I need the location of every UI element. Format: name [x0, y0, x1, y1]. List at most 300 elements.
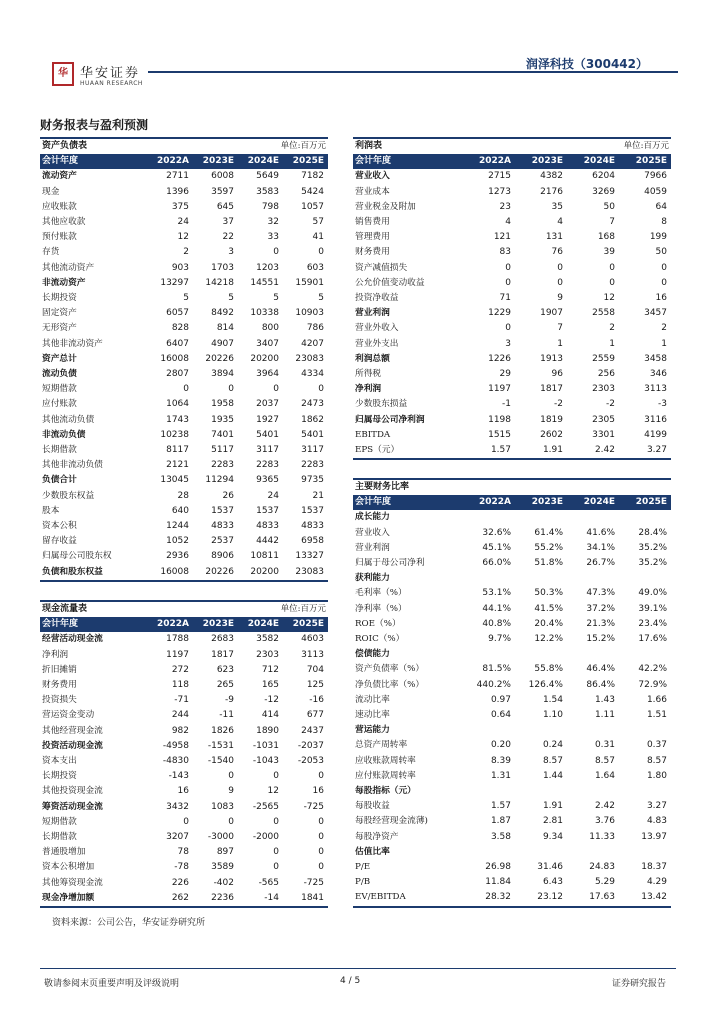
- cell-value: [463, 845, 515, 860]
- cell-value: 1537: [211, 505, 234, 516]
- cell-value: 1935: [211, 414, 234, 425]
- cell-value: 125: [306, 680, 324, 691]
- cell-value: 4207: [301, 338, 324, 349]
- row-label: 长期借款: [42, 832, 77, 843]
- table-row: [353, 799, 671, 814]
- table-row: [40, 830, 328, 845]
- table-row: [353, 541, 671, 556]
- cell-value: -2037: [297, 740, 324, 751]
- cell-value: 1537: [301, 505, 324, 516]
- cell-value: 40.8%: [482, 618, 511, 629]
- cell-value: 0: [183, 816, 189, 827]
- cell-value: 1703: [211, 262, 234, 273]
- row-label: 筹资活动现金流: [42, 801, 103, 812]
- cell-value: 1.11: [594, 710, 615, 721]
- cell-value: 96: [551, 369, 563, 380]
- column-header: 2023E: [193, 154, 238, 169]
- column-header: 会计年度: [40, 154, 148, 169]
- cell-value: 1.64: [594, 770, 615, 781]
- row-label: EV/EBITDA: [353, 890, 463, 906]
- cell-value: 24: [267, 490, 279, 501]
- table-row: [353, 662, 671, 677]
- page-number: 4 / 5: [340, 976, 361, 986]
- table-unit: [463, 479, 671, 495]
- cell-value: -16: [309, 695, 324, 706]
- cell-value: 3894: [211, 369, 234, 380]
- table-row: [40, 489, 328, 504]
- cell-value: 4059: [644, 186, 667, 197]
- row-label: 营业收入: [355, 527, 390, 538]
- cell-value: 2683: [211, 634, 234, 645]
- cell-value: 1537: [256, 505, 279, 516]
- row-label: 销售费用: [355, 217, 390, 228]
- cell-value: 1.43: [594, 694, 615, 705]
- cell-value: -11: [219, 710, 234, 721]
- cell-value: 31.46: [537, 862, 563, 873]
- table-row: [40, 724, 328, 739]
- table-row: [353, 814, 671, 829]
- table-row: [40, 504, 328, 519]
- row-label: 负债和股东权益: [40, 565, 148, 581]
- table-row: [40, 413, 328, 428]
- column-header: 会计年度: [353, 495, 463, 510]
- table-caption-row: [353, 479, 671, 495]
- cell-value: -9: [225, 695, 234, 706]
- cell-value: 5649: [256, 171, 279, 182]
- column-header: 2023E: [515, 154, 567, 169]
- cell-value: 1057: [301, 201, 324, 212]
- row-label: 每股经营现金流薄): [355, 816, 428, 827]
- cell-value: 4: [557, 217, 563, 228]
- cell-value: 8.39: [490, 755, 511, 766]
- cell-value: 5: [318, 293, 324, 304]
- cell-value: 226: [171, 877, 189, 888]
- table-row: [353, 678, 671, 693]
- cell-value: 7182: [301, 171, 324, 182]
- table-row: [353, 769, 671, 784]
- cell-value: 14218: [205, 277, 234, 288]
- column-header: 2022A: [148, 617, 193, 632]
- cell-value: -71: [174, 695, 189, 706]
- table-row: [40, 397, 328, 412]
- cell-value: 20226: [193, 565, 238, 581]
- financial-ratios-table: [353, 478, 671, 908]
- cell-value: -2000: [252, 832, 279, 843]
- cell-value: 2473: [301, 399, 324, 410]
- cell-value: 18.37: [641, 862, 667, 873]
- table-row: [353, 413, 671, 428]
- column-header: 2022A: [463, 495, 515, 510]
- cell-value: 0: [505, 262, 511, 273]
- table-row: [40, 245, 328, 260]
- cell-value: 86.4%: [586, 679, 615, 690]
- cell-value: 2: [661, 323, 667, 334]
- table-row: [40, 739, 328, 754]
- cell-value: 1064: [166, 399, 189, 410]
- cell-value: [567, 723, 619, 738]
- table-row: [40, 648, 328, 663]
- cell-value: 0: [273, 247, 279, 258]
- table-row: [353, 337, 671, 352]
- cell-value: 0: [318, 816, 324, 827]
- cell-value: 1.87: [490, 816, 511, 827]
- cell-value: 1052: [166, 536, 189, 547]
- column-header: 2024E: [238, 617, 283, 632]
- cell-value: -3000: [207, 832, 234, 843]
- table-row: [353, 723, 671, 738]
- cell-value: 1913: [540, 353, 563, 364]
- cell-value: 2936: [166, 551, 189, 562]
- cell-value: 50.3%: [534, 588, 563, 599]
- table-row: [40, 169, 328, 184]
- cell-value: [515, 510, 567, 525]
- cell-value: 262: [148, 891, 193, 907]
- row-label: 净利润: [355, 384, 382, 395]
- row-label: 营业税金及附加: [355, 201, 416, 212]
- table-title: 利润表: [353, 138, 463, 154]
- cell-value: 2305: [592, 414, 615, 425]
- row-label: 投资损失: [42, 695, 77, 706]
- cell-value: 4334: [301, 369, 324, 380]
- balance-sheet-table: [40, 137, 328, 582]
- cell-value: 5: [183, 293, 189, 304]
- cell-value: 2283: [301, 460, 324, 471]
- table-row: [353, 443, 671, 459]
- cell-value: 3589: [211, 862, 234, 873]
- cell-value: 28: [177, 490, 189, 501]
- cell-value: 5.29: [594, 877, 615, 888]
- cell-value: 76: [551, 247, 563, 258]
- cell-value: -1043: [252, 756, 279, 767]
- table-row: [40, 565, 328, 581]
- table-row: [40, 215, 328, 230]
- row-label: 短期借款: [42, 816, 77, 827]
- column-header: 2025E: [283, 617, 328, 632]
- cell-value: 13297: [160, 277, 189, 288]
- logo-subtext: HUAAN RESEARCH: [80, 80, 143, 87]
- row-label: 净利润: [42, 649, 69, 660]
- row-label: 其他投资现金流: [42, 786, 103, 797]
- row-label: 营业利润: [355, 308, 390, 319]
- row-label: 长期借款: [42, 445, 77, 456]
- cell-value: 8: [661, 217, 667, 228]
- cell-value: 23: [499, 201, 511, 212]
- cell-value: [567, 571, 619, 586]
- cell-value: -12: [264, 695, 279, 706]
- cell-value: 13.97: [641, 831, 667, 842]
- cell-value: 33: [267, 232, 279, 243]
- cell-value: 49.0%: [638, 588, 667, 599]
- table-row: [40, 678, 328, 693]
- cell-value: 7401: [211, 429, 234, 440]
- table-row: [40, 549, 328, 564]
- table-row: [40, 185, 328, 200]
- table-row: [353, 200, 671, 215]
- cell-value: 9: [557, 293, 563, 304]
- cell-value: 16008: [148, 565, 193, 581]
- table-row: [353, 306, 671, 321]
- cell-value: 1958: [211, 399, 234, 410]
- table-caption-row: [40, 601, 328, 617]
- table-row: [40, 443, 328, 458]
- column-header: 2025E: [619, 495, 671, 510]
- cell-value: 0: [609, 277, 615, 288]
- cell-value: 1.57: [463, 443, 515, 459]
- row-label: 经营活动现金流: [42, 634, 103, 645]
- table-row: [353, 784, 671, 799]
- cell-value: 3.27: [646, 801, 667, 812]
- cell-value: 4603: [301, 634, 324, 645]
- cell-value: [515, 571, 567, 586]
- table-row: [353, 693, 671, 708]
- column-header: 会计年度: [40, 617, 148, 632]
- table-row: [40, 291, 328, 306]
- row-label: 存货: [42, 247, 60, 258]
- cell-value: [619, 723, 671, 738]
- row-label: 负债合计: [42, 475, 77, 486]
- cell-value: 0: [318, 847, 324, 858]
- cell-value: 2236: [193, 891, 238, 907]
- table-row: [40, 337, 328, 352]
- cell-value: 6008: [211, 171, 234, 182]
- table-row: [353, 428, 671, 443]
- row-label: 少数股东损益: [355, 399, 408, 410]
- row-label: 利润总额: [355, 353, 390, 364]
- cell-value: [515, 845, 567, 860]
- cell-value: 57: [312, 217, 324, 228]
- cell-value: 1.80: [646, 770, 667, 781]
- cell-value: 2711: [166, 171, 189, 182]
- table-title: 主要财务比率: [353, 479, 463, 495]
- cell-value: 0.64: [490, 710, 511, 721]
- cell-value: 4: [505, 217, 511, 228]
- cell-value: 8.57: [646, 755, 667, 766]
- row-label: 其他经营现金流: [42, 725, 103, 736]
- cell-value: 21.3%: [586, 618, 615, 629]
- cell-value: 982: [171, 725, 189, 736]
- cell-value: 2537: [211, 536, 234, 547]
- table-row: [353, 276, 671, 291]
- row-label: 偿债能力: [355, 649, 390, 660]
- row-label: 流动资产: [42, 171, 77, 182]
- table-row: [353, 754, 671, 769]
- cell-value: -1531: [207, 740, 234, 751]
- cell-value: 1203: [256, 262, 279, 273]
- cell-value: 10338: [250, 308, 279, 319]
- cell-value: 3.27: [619, 443, 671, 459]
- cell-value: [463, 784, 515, 799]
- cell-value: -3: [658, 399, 667, 410]
- cell-value: 3117: [301, 445, 324, 456]
- cell-value: 6407: [166, 338, 189, 349]
- cell-value: [619, 784, 671, 799]
- table-row: [353, 382, 671, 397]
- cell-value: 4382: [540, 171, 563, 182]
- cell-value: 0: [273, 771, 279, 782]
- cell-value: 0: [318, 771, 324, 782]
- cell-value: 8117: [166, 445, 189, 456]
- cell-value: 50: [655, 247, 667, 258]
- cell-value: 1515: [488, 429, 511, 440]
- column-header: 2024E: [567, 154, 619, 169]
- cell-value: 15901: [295, 277, 324, 288]
- cell-value: 5401: [256, 429, 279, 440]
- row-label: 营业成本: [355, 186, 390, 197]
- row-label: 应收账款周转率: [355, 755, 416, 766]
- cell-value: 0: [273, 816, 279, 827]
- cell-value: 5: [273, 293, 279, 304]
- cell-value: 8906: [211, 551, 234, 562]
- row-label: 营运能力: [355, 725, 390, 736]
- cell-value: 3113: [301, 649, 324, 660]
- cell-value: 4833: [211, 521, 234, 532]
- row-label: 折旧摊销: [42, 664, 77, 675]
- cell-value: 800: [261, 323, 279, 334]
- table-title: 资产负债表: [40, 138, 148, 154]
- table-row: [40, 261, 328, 276]
- cell-value: 9365: [256, 475, 279, 486]
- logo-icon: 华: [52, 62, 74, 86]
- table-header-row: [353, 154, 671, 169]
- cell-value: 828: [171, 323, 189, 334]
- row-label: 获利能力: [355, 573, 390, 584]
- cell-value: 21: [312, 490, 324, 501]
- cell-value: 346: [649, 369, 667, 380]
- cell-value: 7: [557, 323, 563, 334]
- stock-title: 润泽科技（300442）: [525, 57, 648, 71]
- cell-value: 1826: [211, 725, 234, 736]
- table-row: [40, 815, 328, 830]
- table-row: [353, 352, 671, 367]
- cell-value: [619, 845, 671, 860]
- cell-value: [567, 784, 619, 799]
- cell-value: 0: [273, 384, 279, 395]
- cell-value: 272: [171, 664, 189, 675]
- cell-value: 24: [177, 217, 189, 228]
- table-row: [40, 891, 328, 907]
- cell-value: [619, 647, 671, 662]
- row-label: 流动负债: [42, 369, 77, 380]
- cell-value: 6204: [592, 171, 615, 182]
- cell-value: 78: [177, 847, 189, 858]
- cell-value: 11.33: [589, 831, 615, 842]
- cell-value: 2.42: [594, 801, 615, 812]
- cell-value: 20200: [238, 565, 283, 581]
- cell-value: 1862: [301, 414, 324, 425]
- table-row: [353, 230, 671, 245]
- cell-value: 677: [306, 710, 324, 721]
- table-row: [40, 663, 328, 678]
- row-label: 估值比率: [355, 846, 390, 857]
- cell-value: -2: [554, 399, 563, 410]
- row-label: EBITDA: [355, 429, 391, 440]
- column-header: 会计年度: [353, 154, 463, 169]
- cell-value: 0: [318, 862, 324, 873]
- table-row: [353, 860, 671, 875]
- disclaimer-note: 敬请参阅末页重要声明及评级说明: [44, 979, 180, 989]
- cell-value: 118: [171, 680, 189, 691]
- cell-value: 5: [228, 293, 234, 304]
- table-row: [40, 754, 328, 769]
- cell-value: 2715: [488, 171, 511, 182]
- cell-value: -725: [303, 801, 324, 812]
- table-row: [40, 276, 328, 291]
- table-row: [40, 876, 328, 891]
- row-label: 营业利润: [355, 542, 390, 553]
- cell-value: 22: [222, 232, 234, 243]
- row-label: 净负债比率（%）: [355, 679, 425, 690]
- table-row: [353, 291, 671, 306]
- table-unit: 单位:百万元: [148, 138, 328, 154]
- cell-value: 5117: [211, 445, 234, 456]
- column-header: 2022A: [463, 154, 515, 169]
- row-label: 归属母公司股东权: [42, 551, 112, 562]
- cell-value: -1540: [207, 756, 234, 767]
- row-label: 营运资金变动: [42, 710, 95, 721]
- cell-value: -4830: [162, 756, 189, 767]
- cell-value: 0.20: [490, 740, 511, 751]
- cell-value: 3.76: [594, 816, 615, 827]
- cell-value: 4199: [644, 429, 667, 440]
- cell-value: 1198: [488, 414, 511, 425]
- cell-value: 32: [267, 217, 279, 228]
- cell-value: 704: [306, 664, 324, 675]
- cell-value: 28.4%: [638, 527, 667, 538]
- cell-value: 4907: [211, 338, 234, 349]
- row-label: 所得税: [355, 369, 382, 380]
- cell-value: 3964: [256, 369, 279, 380]
- cash-flow-table: [40, 600, 328, 908]
- cell-value: 14551: [250, 277, 279, 288]
- cell-value: 1: [609, 338, 615, 349]
- cell-value: 2303: [592, 384, 615, 395]
- row-label: 其他应收款: [42, 217, 86, 228]
- cell-value: 126.4%: [528, 679, 563, 690]
- table-row: [40, 230, 328, 245]
- row-label: 其他流动资产: [42, 262, 95, 273]
- cell-value: 603: [306, 262, 324, 273]
- cell-value: 1197: [166, 649, 189, 660]
- cell-value: 3583: [256, 186, 279, 197]
- cell-value: 0: [318, 384, 324, 395]
- cell-value: 1.44: [542, 770, 563, 781]
- table-row: [40, 693, 328, 708]
- cell-value: 1817: [211, 649, 234, 660]
- cell-value: 168: [597, 232, 615, 243]
- cell-value: 121: [493, 232, 511, 243]
- row-label: 其他非流动负债: [42, 460, 103, 471]
- column-header: 2024E: [238, 154, 283, 169]
- cell-value: 2283: [211, 460, 234, 471]
- table-header-row: [353, 495, 671, 510]
- cell-value: 1.10: [542, 710, 563, 721]
- row-label: 应付账款: [42, 399, 77, 410]
- cell-value: 11.84: [485, 877, 511, 888]
- cell-value: -2053: [297, 756, 324, 767]
- row-label: 每股收益: [355, 801, 390, 812]
- table-header-row: [40, 617, 328, 632]
- cell-value: 9735: [301, 475, 324, 486]
- row-label: 公允价值变动收益: [355, 277, 425, 288]
- cell-value: 786: [306, 323, 324, 334]
- cell-value: 0: [228, 384, 234, 395]
- row-label: 现金: [42, 186, 60, 197]
- cell-value: 1817: [540, 384, 563, 395]
- cell-value: 37: [222, 217, 234, 228]
- table-row: [40, 428, 328, 443]
- cell-value: 1.91: [515, 443, 567, 459]
- cell-value: 2176: [540, 186, 563, 197]
